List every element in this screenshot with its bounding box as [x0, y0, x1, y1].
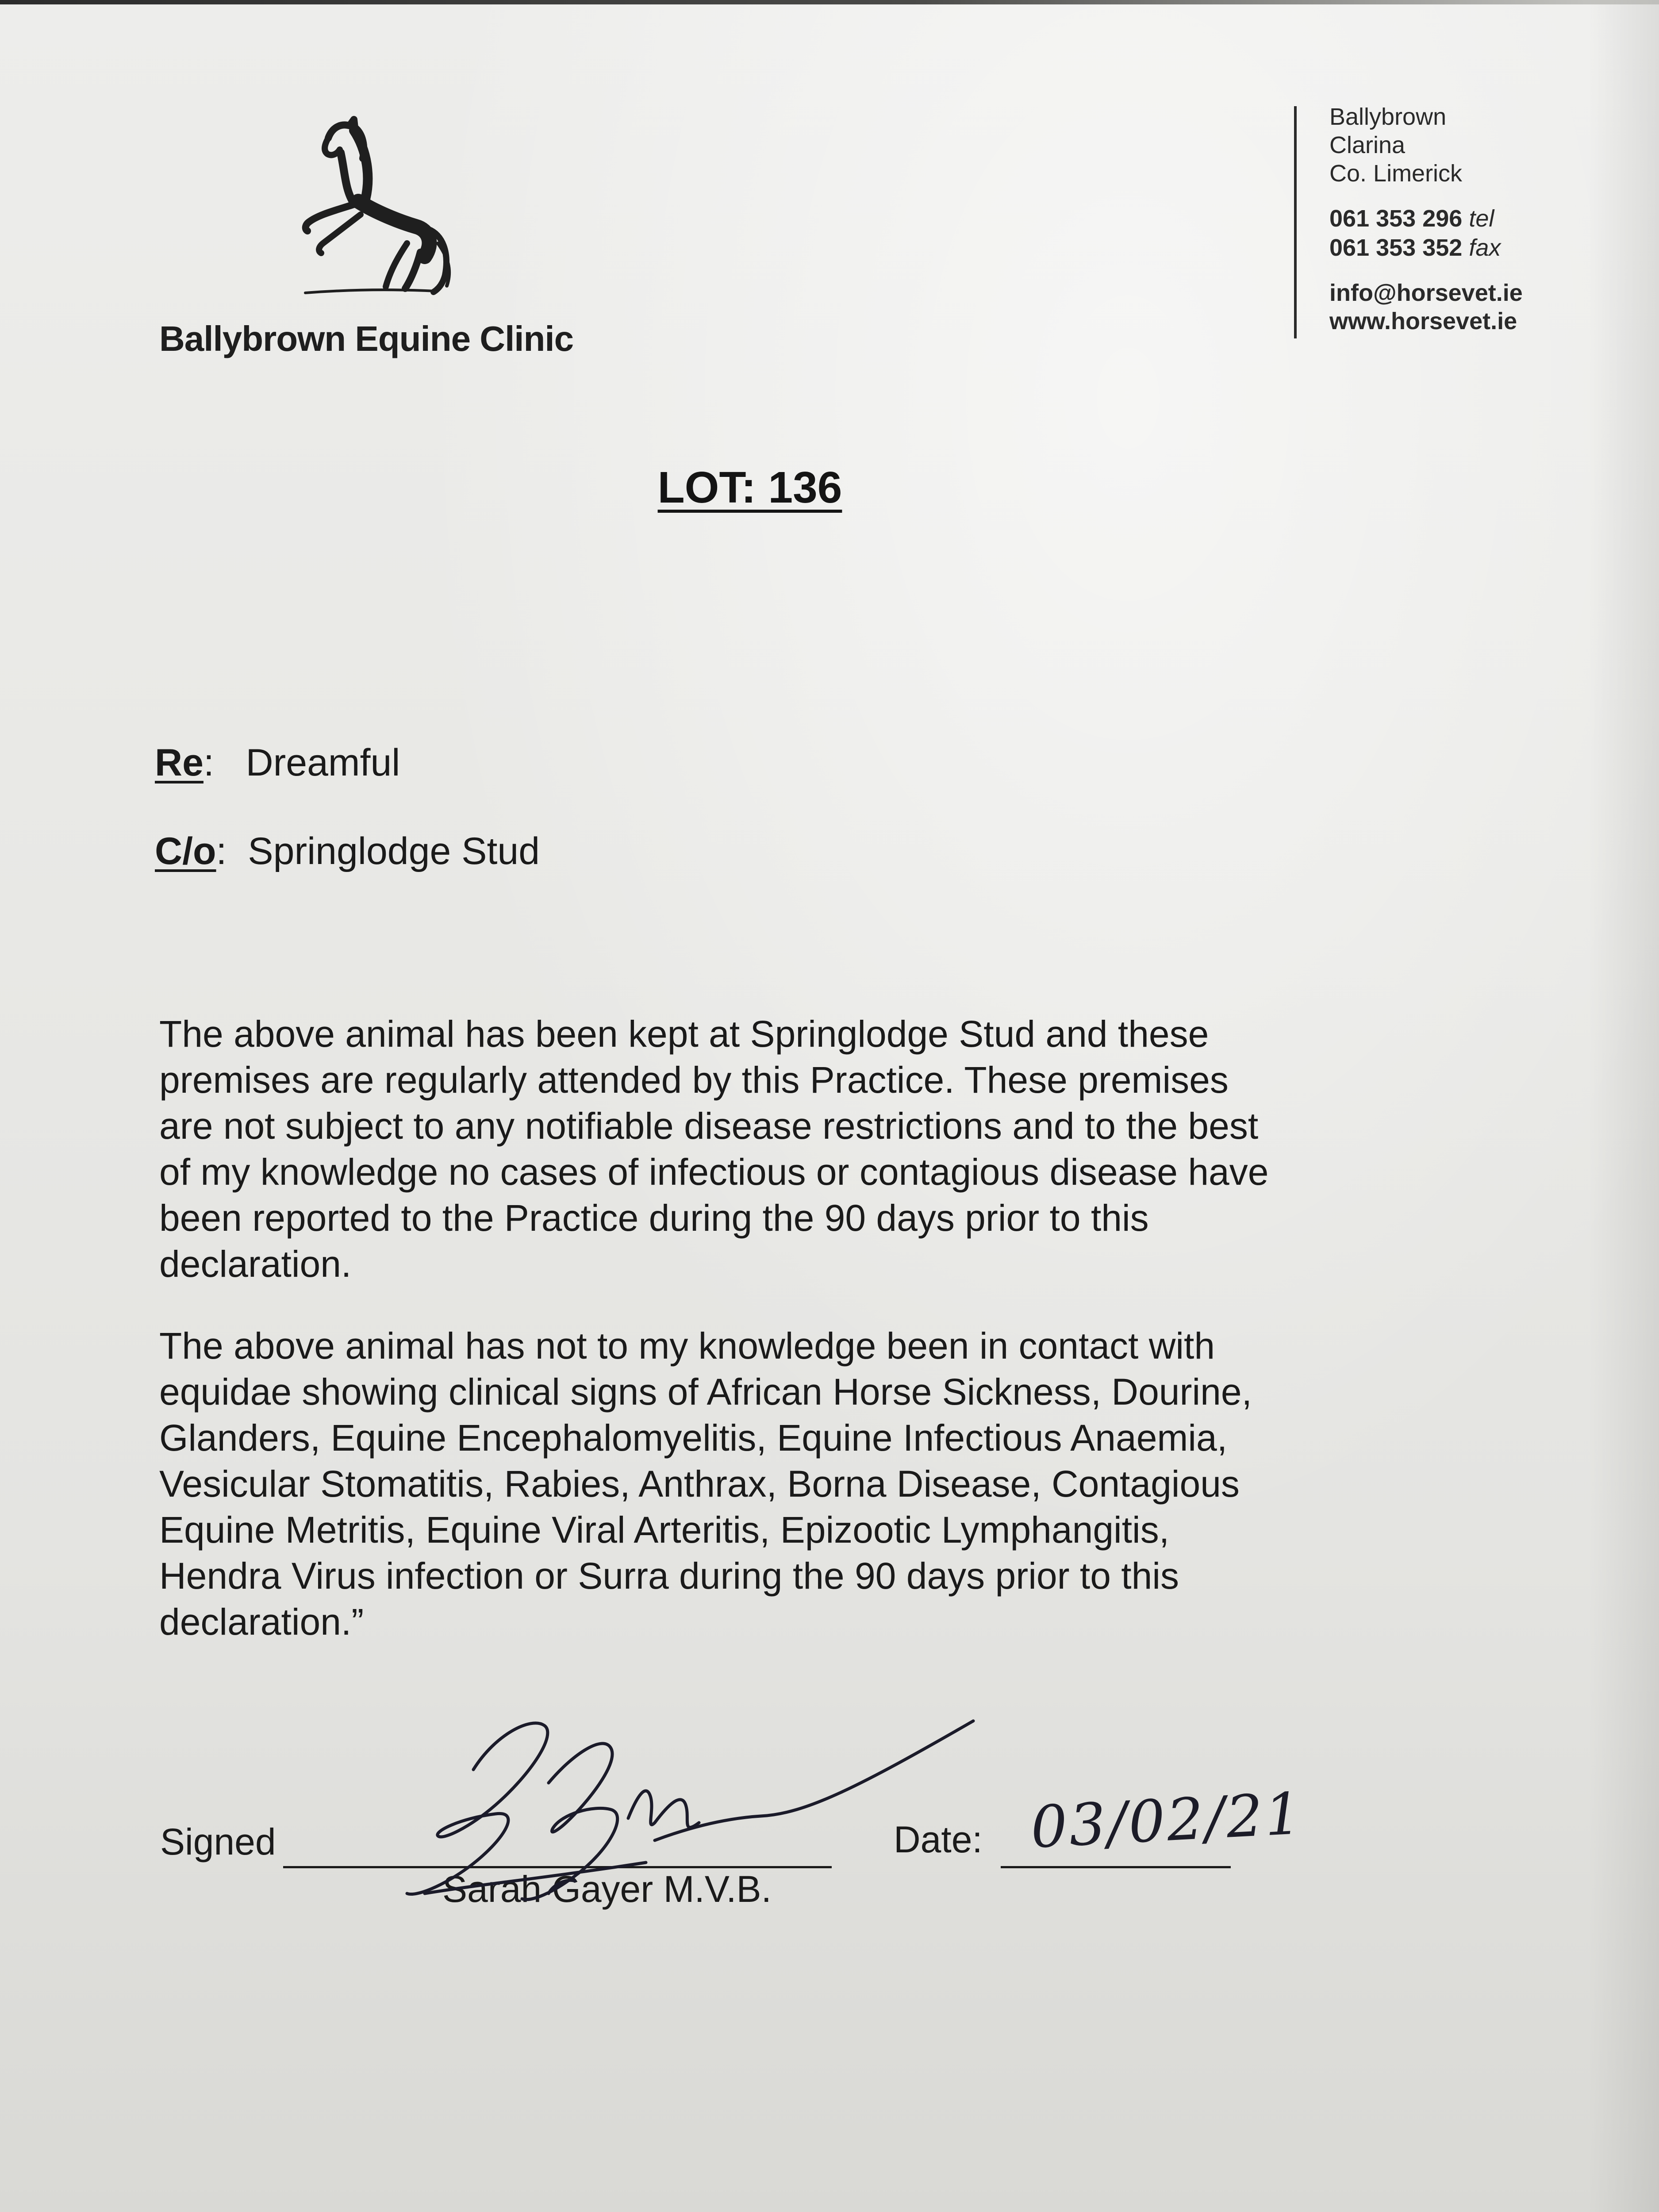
paragraph-line: The above animal has been kept at Springlodge Stud and these	[159, 1013, 1209, 1055]
declaration-paragraph-2	[159, 1323, 1380, 1645]
date-line	[1001, 1866, 1231, 1868]
paragraph-line: are not subject to any notifiable disease restrictions and to the best	[159, 1105, 1259, 1147]
paragraph-line: Vesicular Stomatitis, Rabies, Anthrax, Borna Disease, Contagious	[159, 1463, 1240, 1505]
stud-name: Springlodge Stud	[248, 830, 540, 872]
email-address: info@horsevet.ie	[1329, 280, 1523, 306]
page-shadow	[1588, 0, 1659, 2212]
care-of-separator: :	[216, 830, 227, 872]
address-line-3: Co. Limerick	[1329, 160, 1463, 187]
paragraph-line: Equine Metritis, Equine Viral Arteritis, Epizootic Lymphangitis,	[159, 1509, 1170, 1551]
address-line-2: Clarina	[1329, 132, 1406, 158]
handwritten-signature	[363, 1708, 1000, 1920]
website-address: www.horsevet.ie	[1329, 308, 1517, 334]
paragraph-line: of my knowledge no cases of infectious or contagious disease have	[159, 1151, 1269, 1193]
paragraph-line: equidae showing clinical signs of African Horse Sickness, Dourine,	[159, 1371, 1252, 1413]
page-top-edge	[0, 0, 1659, 4]
paragraph-line: premises are regularly attended by this Practice. These premises	[159, 1059, 1229, 1101]
paragraph-line: Hendra Virus infection or Surra during the 90 days prior to this	[159, 1555, 1179, 1597]
fax-line	[1329, 234, 1501, 262]
rearing-horse-icon	[288, 111, 465, 301]
fax-label: fax	[1469, 234, 1501, 261]
letterhead-divider	[1294, 106, 1297, 338]
paragraph-line: been reported to the Practice during the 90 days prior to this	[159, 1197, 1149, 1239]
re-separator: :	[203, 741, 214, 784]
telephone-line	[1329, 204, 1494, 233]
clinic-name: Ballybrown Equine Clinic	[159, 319, 574, 358]
telephone-label: tel	[1469, 205, 1494, 232]
re-label: Re	[155, 741, 204, 784]
care-of-field	[155, 830, 540, 873]
re-field	[155, 741, 400, 785]
lot-heading: LOT: 136	[657, 463, 842, 512]
signed-label: Signed	[160, 1821, 276, 1863]
date-label: Date:	[894, 1819, 983, 1860]
declaration-paragraph-1	[159, 1011, 1380, 1287]
paragraph-line: The above animal has not to my knowledge been in contact with	[159, 1325, 1215, 1367]
address-line-1: Ballybrown	[1329, 104, 1447, 130]
paragraph-line: declaration.	[159, 1243, 352, 1285]
signer-name: Sarah Gayer M.V.B.	[442, 1868, 772, 1910]
paragraph-line: declaration.”	[159, 1601, 364, 1643]
care-of-label: C/o	[155, 830, 216, 872]
handwritten-date: 03/02/21	[1029, 1779, 1305, 1861]
paragraph-line: Glanders, Equine Encephalomyelitis, Equine Infectious Anaemia,	[159, 1417, 1228, 1459]
telephone-number: 061 353 296	[1329, 205, 1463, 232]
horse-name: Dreamful	[246, 741, 400, 784]
fax-number: 061 353 352	[1329, 234, 1463, 261]
